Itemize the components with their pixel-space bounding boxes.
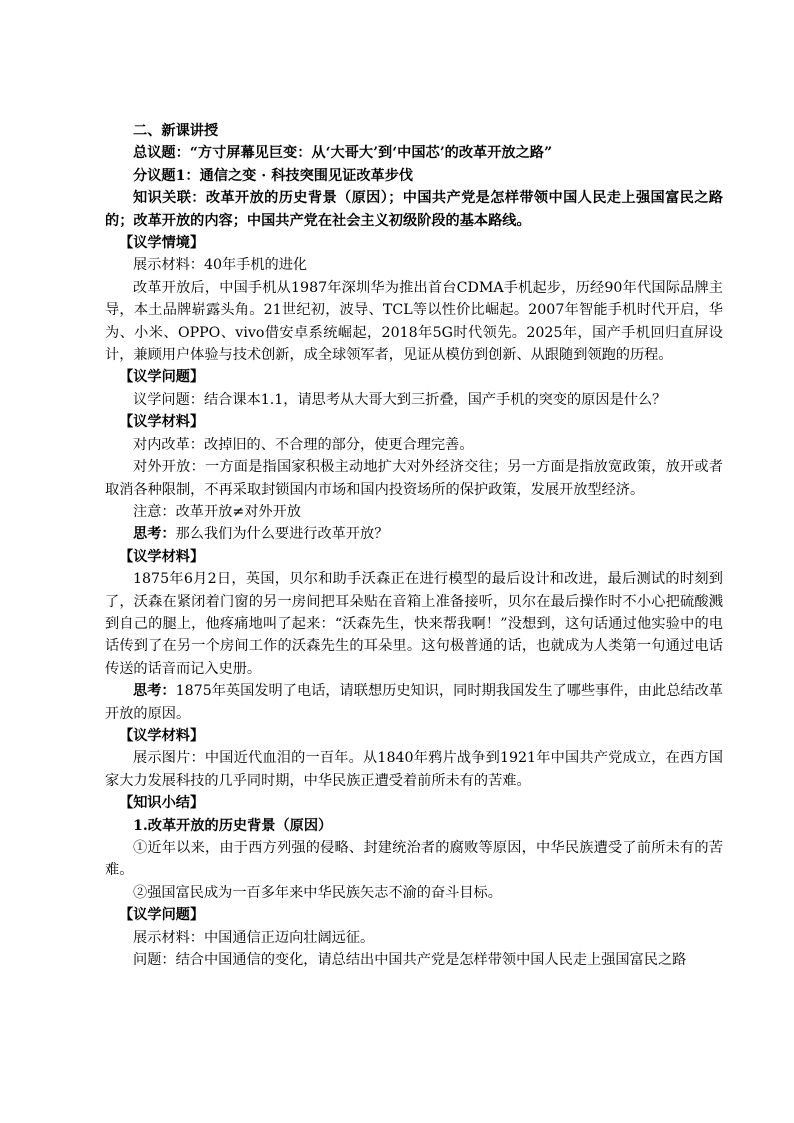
tag-question-2: 【议学问题】 (119, 907, 205, 924)
material-2-title: 展示材料：中国通信正迈向壮阔远征。 (133, 929, 375, 946)
section-heading: 二、新课讲授 (133, 123, 219, 139)
main-topic-label: 总议题： (133, 145, 190, 162)
document-page (105, 120, 723, 971)
think-2-text: 1875年英国发明了电话，请联想历史知识，同时期我国发生了哪些事件，由此总结改革开放的原因。 (105, 683, 723, 722)
note: 注意：改革开放≠对外开放 (133, 503, 301, 520)
telephone-story: 1875年6月2日，英国，贝尔和助手沃森正在进行模型的最后设计和改进，最后测试的时刻到了，沃森在紧闭着门窗的另一房间把耳朵贴在音箱上准备接听，贝尔在最后操作时不小心把硫酸溅到自己的腿上，他疼痛地叫了起来：“沃森先生，快来帮我啊！”没想到，这句话通过他实验中的电话传到了在另一个房间工作的沃森先生的耳朵里。这句极普通的话，也就成为人类第一句通过电话传送的话音而记入史册。 (105, 571, 723, 677)
material-title: 展示材料：40年手机的进化 (133, 257, 308, 274)
tag-situation: 【议学情境】 (119, 235, 205, 252)
summary-point-1: ①近年以来，由于西方列强的侵略、封建统治者的腐败等原因，中华民族遭受了前所未有的苦难。 (105, 840, 723, 879)
knowledge-link: 知识关联：改革开放的历史背景（原因）；中国共产党是怎样带领中国人民走上强国富民之路的；改革开放的内容；中国共产党在社会主义初级阶段的基本路线。 (105, 190, 723, 229)
picture-text: 展示图片：中国近代血泪的一百年。从1840年鸦片战争到1921年中国共产党成立，在西方国家大力发展科技的几乎同时期，中华民族正遭受着前所未有的苦难。 (105, 750, 723, 789)
tag-material-2: 【议学材料】 (119, 548, 205, 565)
main-topic (105, 142, 723, 164)
question-2: 问题：结合中国通信的变化，请总结出中国共产党是怎样带领中国人民走上强国富民之路 (133, 952, 687, 969)
think-1 (105, 523, 723, 545)
opening-definition: 对外开放：一方面是指国家积极主动地扩大对外经济交往；另一方面是指放宽政策，放开或者取消各种限制，不再采取封锁国内市场和国内投资场所的保护政策，发展开放型经济。 (105, 459, 723, 498)
tag-summary: 【知识小结】 (119, 795, 205, 812)
phone-paragraph: 改革开放后，中国手机从1987年深圳华为推出首台CDMA手机起步，历经90年代国际品牌主导，本土品牌崭露头角。21世纪初，波导、TCL等以性价比崛起。2007年智能手机时代开启，华为、小米、OPPO、vivo借安卓系统崛起，2018年5G时代领先。2025年，国产手机回归直屏设计，兼顾用户体验与技术创新，成全球领军者，见证从模仿到创新、从跟随到领跑的历程。 (105, 279, 723, 364)
think-2-label: 思考： (133, 683, 176, 700)
tag-question-1: 【议学问题】 (119, 369, 205, 386)
think-2 (105, 680, 723, 725)
main-topic-text: “方寸屏幕见巨变：从‘大哥大’到‘中国芯’的改革开放之路” (189, 145, 553, 162)
question-1: 议学问题：结合课本1.1，请思考从大哥大到三折叠，国产手机的突变的原因是什么？ (133, 391, 667, 408)
sub-topic: 分议题1：通信之变 · 科技突围见证改革步伐 (133, 167, 414, 184)
think-1-text: 那么我们为什么要进行改革开放？ (175, 526, 389, 543)
tag-material-1: 【议学材料】 (119, 414, 205, 431)
reform-definition: 对内改革：改掉旧的、不合理的部分，使更合理完善。 (133, 436, 474, 453)
summary-heading: 1.改革开放的历史背景（原因） (133, 817, 333, 834)
tag-material-3: 【议学材料】 (119, 727, 205, 744)
summary-point-2: ②强国富民成为一百多年来中华民族矢志不渝的奋斗目标。 (133, 884, 502, 901)
think-1-label: 思考： (133, 526, 176, 543)
